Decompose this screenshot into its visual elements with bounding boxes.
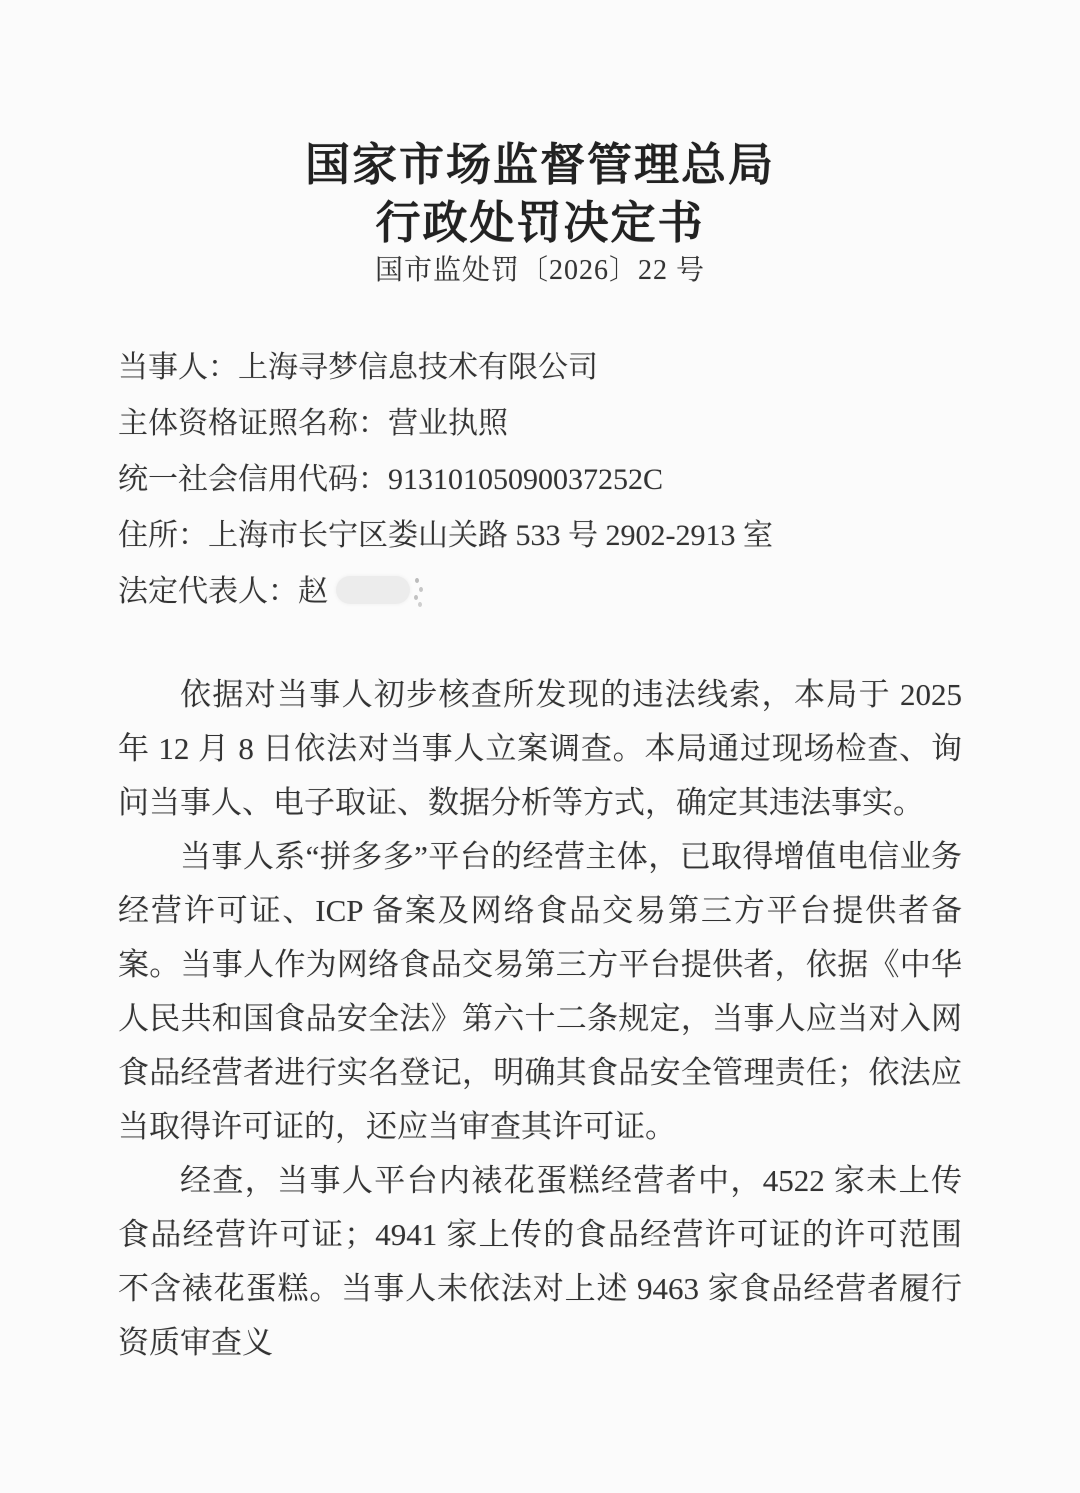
body-paragraph-3: 经查，当事人平台内裱花蛋糕经营者中，4522 家未上传食品经营许可证；4941 家上传的食品经营许可证的许可范围不含裱花蛋糕。当事人未依法对上述 9463 家食品经营者履行资质审查义 [118,1163,962,1360]
redacted-name-box [336,576,410,604]
party-info-line-license-name: 主体资格证照名称：营业执照 [118,407,508,440]
document-title-line1: 国家市场监督管理总局 [304,140,775,190]
party-info-line-address: 住所：上海市长宁区娄山关路 533 号 2902-2913 室 [118,519,773,552]
body-paragraph-2: 当事人系“拼多多”平台的经营主体，已取得增值电信业务经营许可证、ICP 备案及网络食品交易第三方平台提供者备案。当事人作为网络食品交易第三方平台提供者，依据《中华人民共和国食品安全法》第六十二条规定，当事人应当对入网食品经营者进行实名登记，明确其食品安全管理责任；依法应当取得许可证的，还应当审查其许可证。 [118,839,962,1144]
party-info-line-party: 当事人：上海寻梦信息技术有限公司 [118,351,598,384]
document-number: 国市监处罚〔2026〕22 号 [374,255,705,286]
party-info-line-legal-rep [118,564,962,620]
party-info-line-credit-code: 统一社会信用代码：91310105090037252C [118,463,664,496]
party-info-block [118,340,962,620]
document-title-line2: 行政处罚决定书 [375,198,705,248]
redaction-residue-marks [410,575,426,611]
penalty-document [0,136,1080,1493]
document-body [118,668,962,1370]
body-paragraph-1: 依据对当事人初步核查所发现的违法线索，本局于 2025 年 12 月 8 日依法对当事人立案调查。本局通过现场检查、询问当事人、电子取证、数据分析等方式，确定其违法事实。 [118,677,962,820]
document-header [118,136,962,290]
legal-rep-text: 法定代表人：赵 [118,575,328,608]
